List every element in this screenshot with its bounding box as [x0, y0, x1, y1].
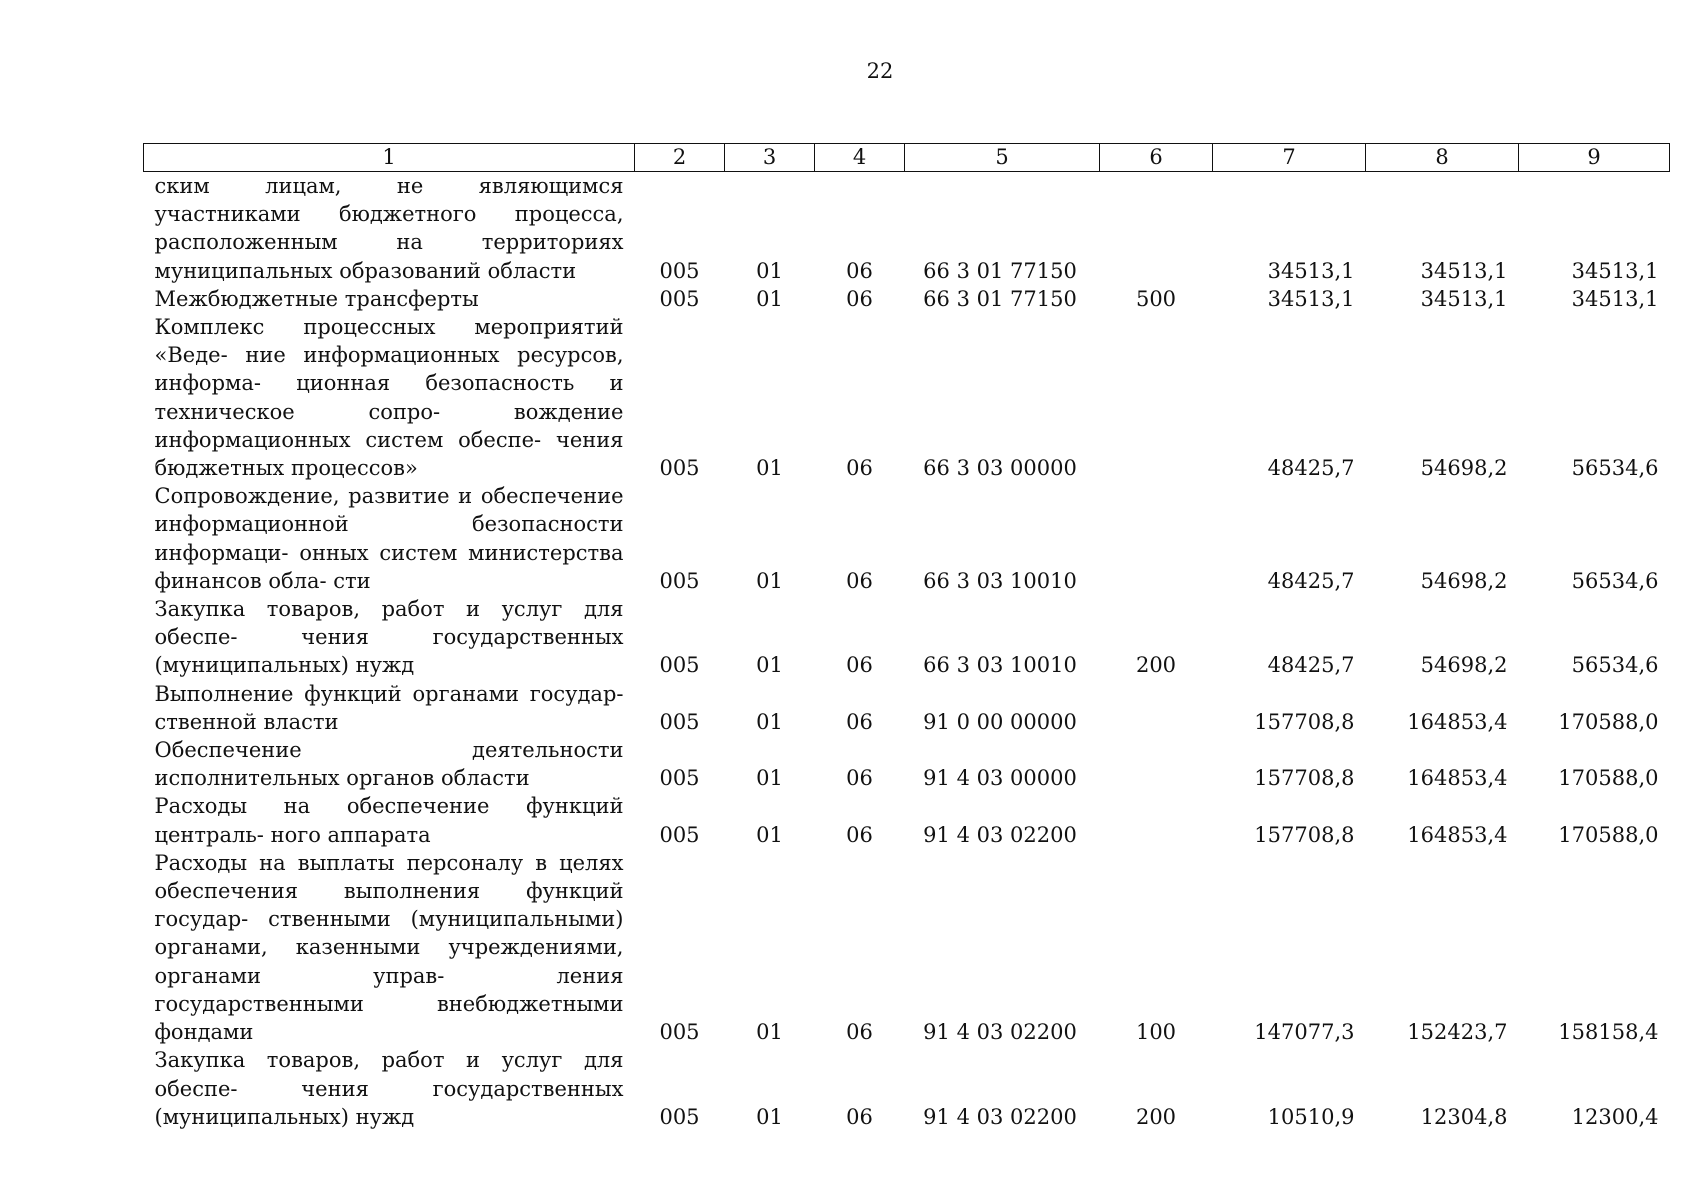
- cell-col-5: 66 3 01 77150: [923, 258, 1077, 283]
- budget-table: [143, 143, 1670, 1131]
- row-name: [144, 736, 635, 792]
- cell-col-3: 01: [756, 286, 783, 311]
- cell-col-7: 48425,7: [1267, 568, 1355, 593]
- table-row: [144, 1046, 1670, 1131]
- cell-col-5: 91 4 03 00000: [923, 766, 1077, 791]
- row-name-line: вождение информационных систем обеспе-: [154, 399, 624, 452]
- cell-col-4: 06: [846, 822, 873, 847]
- table-header: [144, 144, 1670, 172]
- cell-col-2: 005: [659, 766, 700, 791]
- row-name-line: органов области: [346, 766, 530, 791]
- cell-col-9: 170588,0: [1558, 709, 1659, 734]
- cell-col-4: 06: [846, 1104, 873, 1129]
- row-name-line: ления государственными внебюджетными: [154, 963, 624, 1016]
- row-name-line: ного аппарата: [270, 822, 431, 847]
- cell-col-6: [1100, 792, 1213, 848]
- cell-col-7: 34513,1: [1267, 258, 1355, 283]
- cell-col-9: 12300,4: [1571, 1104, 1659, 1129]
- cell-col-5: 66 3 03 10010: [923, 568, 1077, 593]
- cell-col-6: 200: [1135, 1104, 1177, 1129]
- cell-col-2: 005: [659, 653, 700, 678]
- row-name-line: ским лицам, не являющимся участниками: [154, 174, 624, 227]
- row-name-line: сти: [333, 568, 371, 593]
- row-name-line: чения государственных (муниципальных): [154, 1076, 624, 1129]
- cell-col-8: 152423,7: [1407, 1020, 1508, 1045]
- cell-col-7: 157708,8: [1254, 766, 1355, 791]
- cell-col-4: 06: [846, 1020, 873, 1045]
- cell-col-6: [1100, 736, 1213, 792]
- cell-col-5: 91 4 03 02200: [923, 822, 1077, 847]
- cell-col-3: 01: [756, 653, 783, 678]
- row-name-line: ционная безопасность и техническое сопро-: [154, 371, 624, 424]
- cell-col-9: 34513,1: [1571, 286, 1659, 311]
- row-name-line: Выполнение функций органами государ-: [154, 681, 624, 706]
- table-row: [144, 172, 1670, 285]
- cell-col-3: 01: [756, 258, 783, 283]
- header-col-6: 6: [1100, 144, 1213, 172]
- row-name-line: нужд: [355, 653, 415, 678]
- cell-col-8: 12304,8: [1420, 1104, 1508, 1129]
- cell-col-2: 005: [659, 1104, 700, 1129]
- row-name-line: ственными (муниципальными) органами,: [154, 907, 624, 960]
- row-name-line: чения бюджетных процессов»: [154, 427, 624, 481]
- cell-col-3: 01: [756, 822, 783, 847]
- cell-col-9: 56534,6: [1571, 568, 1659, 593]
- cell-col-9: 56534,6: [1571, 653, 1659, 678]
- cell-col-9: 34513,1: [1571, 258, 1659, 283]
- cell-col-7: 34513,1: [1267, 286, 1355, 311]
- table-row: [144, 792, 1670, 848]
- header-col-4: 4: [815, 144, 905, 172]
- cell-col-8: 34513,1: [1420, 286, 1508, 311]
- row-name: [144, 285, 635, 313]
- cell-col-8: 164853,4: [1407, 822, 1508, 847]
- cell-col-7: 48425,7: [1267, 456, 1355, 481]
- header-col-8: 8: [1366, 144, 1519, 172]
- cell-col-9: 170588,0: [1558, 766, 1659, 791]
- cell-col-5: 91 4 03 02200: [923, 1020, 1077, 1045]
- cell-col-3: 01: [756, 1020, 783, 1045]
- row-name: [144, 680, 635, 736]
- cell-col-9: 56534,6: [1571, 456, 1659, 481]
- row-name-line: информационной безопасности информаци-: [154, 512, 624, 565]
- cell-col-4: 06: [846, 568, 873, 593]
- row-name-line: Закупка товаров, работ и услуг для обеспе-: [154, 597, 624, 650]
- cell-col-3: 01: [756, 1104, 783, 1129]
- row-name-line: бюджетного процесса, расположенным на: [154, 202, 624, 255]
- table-row: [144, 736, 1670, 792]
- cell-col-6: [1100, 482, 1213, 595]
- cell-col-6: [1100, 313, 1213, 482]
- cell-col-6: 500: [1135, 286, 1177, 311]
- cell-col-6: [1100, 680, 1213, 736]
- table-row: [144, 482, 1670, 595]
- cell-col-5: 91 0 00 00000: [923, 709, 1077, 734]
- cell-col-8: 164853,4: [1407, 766, 1508, 791]
- cell-col-2: 005: [659, 456, 700, 481]
- table-body: [144, 172, 1670, 1131]
- cell-col-7: 157708,8: [1254, 709, 1355, 734]
- row-name: [144, 849, 635, 1046]
- row-name: [144, 1046, 635, 1131]
- cell-col-7: 48425,7: [1267, 653, 1355, 678]
- row-name-line: Межбюджетные трансферты: [154, 286, 479, 311]
- cell-col-7: 157708,8: [1254, 822, 1355, 847]
- cell-col-9: 158158,4: [1558, 1020, 1659, 1045]
- cell-col-8: 54698,2: [1420, 456, 1508, 481]
- cell-col-3: 01: [756, 568, 783, 593]
- cell-col-4: 06: [846, 653, 873, 678]
- cell-col-4: 06: [846, 766, 873, 791]
- cell-col-8: 54698,2: [1420, 568, 1508, 593]
- row-name-line: Расходы на выплаты персоналу в целях: [154, 850, 624, 875]
- row-name-line: ственной власти: [154, 709, 339, 734]
- table-row: [144, 595, 1670, 680]
- cell-col-6: 200: [1135, 653, 1177, 678]
- cell-col-5: 91 4 03 02200: [923, 1104, 1077, 1129]
- row-name: [144, 313, 635, 482]
- page-number: 22: [866, 59, 894, 83]
- cell-col-4: 06: [846, 709, 873, 734]
- cell-col-6: [1100, 172, 1213, 285]
- table-row: [144, 849, 1670, 1046]
- cell-col-5: 66 3 03 10010: [923, 653, 1077, 678]
- row-name-line: ние информационных ресурсов, информа-: [154, 343, 624, 396]
- cell-col-2: 005: [659, 822, 700, 847]
- row-name-line: Комплекс процессных мероприятий «Веде-: [154, 315, 624, 368]
- cell-col-3: 01: [756, 766, 783, 791]
- cell-col-5: 66 3 03 00000: [923, 456, 1077, 481]
- cell-col-2: 005: [659, 568, 700, 593]
- header-col-9: 9: [1519, 144, 1670, 172]
- header-row: [144, 144, 1670, 172]
- row-name-line: территориях муниципальных образований: [154, 230, 624, 283]
- cell-col-8: 34513,1: [1420, 258, 1508, 283]
- cell-col-4: 06: [846, 286, 873, 311]
- row-name-line: онных систем министерства финансов обла-: [154, 540, 624, 593]
- row-name-line: обеспечения выполнения функций государ-: [154, 879, 624, 932]
- cell-col-7: 147077,3: [1254, 1020, 1355, 1045]
- cell-col-6: 100: [1135, 1020, 1177, 1045]
- cell-col-4: 06: [846, 456, 873, 481]
- cell-col-4: 06: [846, 258, 873, 283]
- header-col-7: 7: [1213, 144, 1366, 172]
- cell-col-9: 170588,0: [1558, 822, 1659, 847]
- row-name-line: Обеспечение деятельности исполнительных: [154, 738, 624, 791]
- row-name-line: чения государственных (муниципальных): [154, 625, 624, 678]
- cell-col-2: 005: [659, 709, 700, 734]
- cell-col-2: 005: [659, 258, 700, 283]
- header-col-3: 3: [725, 144, 815, 172]
- row-name-line: нужд: [355, 1104, 415, 1129]
- cell-col-2: 005: [659, 1020, 700, 1045]
- table-row: [144, 285, 1670, 313]
- row-name: [144, 792, 635, 848]
- header-col-5: 5: [905, 144, 1100, 172]
- header-col-1: 1: [144, 144, 635, 172]
- cell-col-7: 10510,9: [1267, 1104, 1355, 1129]
- row-name: [144, 595, 635, 680]
- cell-col-2: 005: [659, 286, 700, 311]
- cell-col-8: 54698,2: [1420, 653, 1508, 678]
- row-name-line: Закупка товаров, работ и услуг для обеспе-: [154, 1048, 624, 1101]
- row-name-line: Сопровождение, развитие и обеспечение: [154, 484, 624, 509]
- cell-col-5: 66 3 01 77150: [923, 286, 1077, 311]
- row-name-line: казенными учреждениями, органами управ-: [154, 935, 624, 988]
- row-name-line: области: [487, 258, 577, 283]
- row-name-line: фондами: [154, 1020, 254, 1045]
- table-row: [144, 313, 1670, 482]
- cell-col-3: 01: [756, 709, 783, 734]
- header-col-2: 2: [635, 144, 725, 172]
- cell-col-8: 164853,4: [1407, 709, 1508, 734]
- row-name: [144, 482, 635, 595]
- row-name-line: Расходы на обеспечение функций централь-: [154, 794, 624, 847]
- table-row: [144, 680, 1670, 736]
- cell-col-3: 01: [756, 456, 783, 481]
- row-name: [144, 172, 635, 285]
